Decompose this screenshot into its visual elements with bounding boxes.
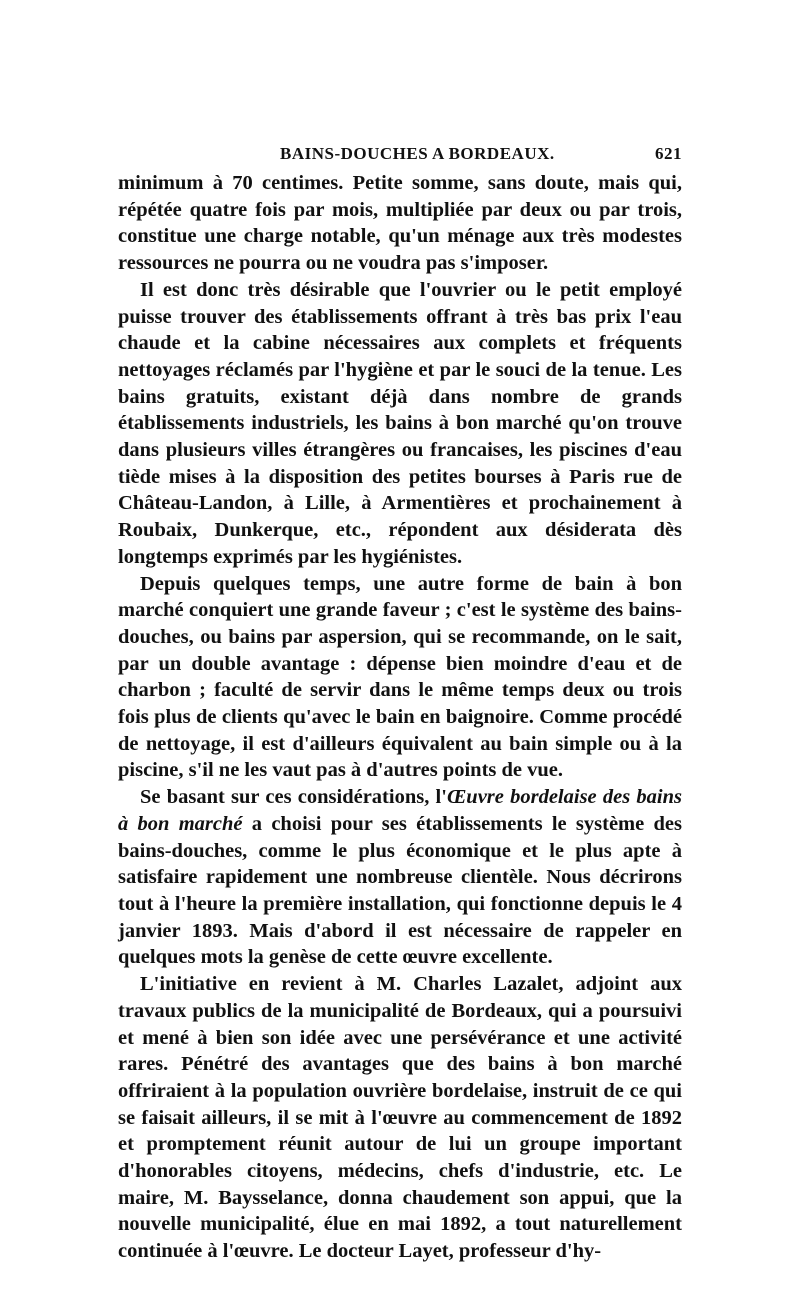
paragraph-4-lead: Se basant sur ces considérations, l'	[140, 786, 447, 809]
paragraph-3: Depuis quelques temps, une autre forme de bain à bon marché conquiert une grande faveur ; c'est le système des bains-douches, ou bains par aspersion, qui se recommande, on le sait, par un double avantage : dépense bien moindre d'eau et de charbon ; faculté de servir dans le même temps deux ou trois fois plus de clients qu'avec le bain en baignoire. Comme procédé de nettoyage, il est d'ailleurs équivalent au bain simple ou à la piscine, s'il ne les vaut pas à d'autres points de vue.	[118, 572, 682, 782]
page-number: 621	[655, 144, 682, 163]
paragraph-4-rest: a choisi pour ses établissements le système des bains-douches, comme le plus économique et le plus apte à satisfaire rapidement une nombreuse clientèle. Nous décrirons tout à l'heure la première installation, qui fonctionne depuis le 4 janvier 1893. Mais d'abord il est nécessaire de rappeler en quelques mots la genèse de cette œuvre excellente.	[118, 812, 682, 969]
book-page	[118, 140, 682, 1265]
body-text	[118, 170, 682, 1265]
running-head	[118, 140, 682, 170]
paragraph-4	[118, 784, 682, 971]
running-title: BAINS-DOUCHES A BORDEAUX.	[280, 144, 555, 163]
paragraph-2: Il est donc très désirable que l'ouvrier ou le petit employé puisse trouver des établissements offrant à très bas prix l'eau chaude et la cabine nécessaires aux complets et fréquents nettoyages réclamés par l'hygiène et par le souci de la tenue. Les bains gratuits, existant déjà dans nombre de grands établissements industriels, les bains à bon marché qu'on trouve dans plusieurs villes étrangères ou francaises, les piscines d'eau tiède mises à la disposition des petites bourses à Paris rue de Château-Landon, à Lille, à Armentières et prochainement à Roubaix, Dunkerque, etc., répondent aux désiderata dès longtemps exprimés par les hygiénistes.	[118, 278, 682, 568]
paragraph-5: L'initiative en revient à M. Charles Lazalet, adjoint aux travaux publics de la municipalité de Bordeaux, qui a poursuivi et mené à bien son idée avec une persévérance et une activité rares. Pénétré des avantages que des bains à bon marché offriraient à la population ouvrière bordelaise, instruit de ce qui se faisait ailleurs, il se mit à l'œuvre au commencement de 1892 et promptement réunit autour de lui un groupe important d'honorables citoyens, médecins, chefs d'industrie, etc. Le maire, M. Baysselance, donna chaudement son appui, que la nouvelle municipalité, élue en mai 1892, a tout naturellement continuée à l'œuvre. Le docteur Layet, professeur d'hy-	[118, 973, 682, 1263]
paragraph-1: minimum à 70 centimes. Petite somme, sans doute, mais qui, répétée quatre fois par mois, multipliée par deux ou par trois, constitue une charge notable, qu'un ménage aux très modestes ressources ne pourra ou ne voudra pas s'imposer.	[118, 172, 682, 275]
society-name: Œuvre bordelaise des bains à bon marché	[118, 786, 682, 835]
